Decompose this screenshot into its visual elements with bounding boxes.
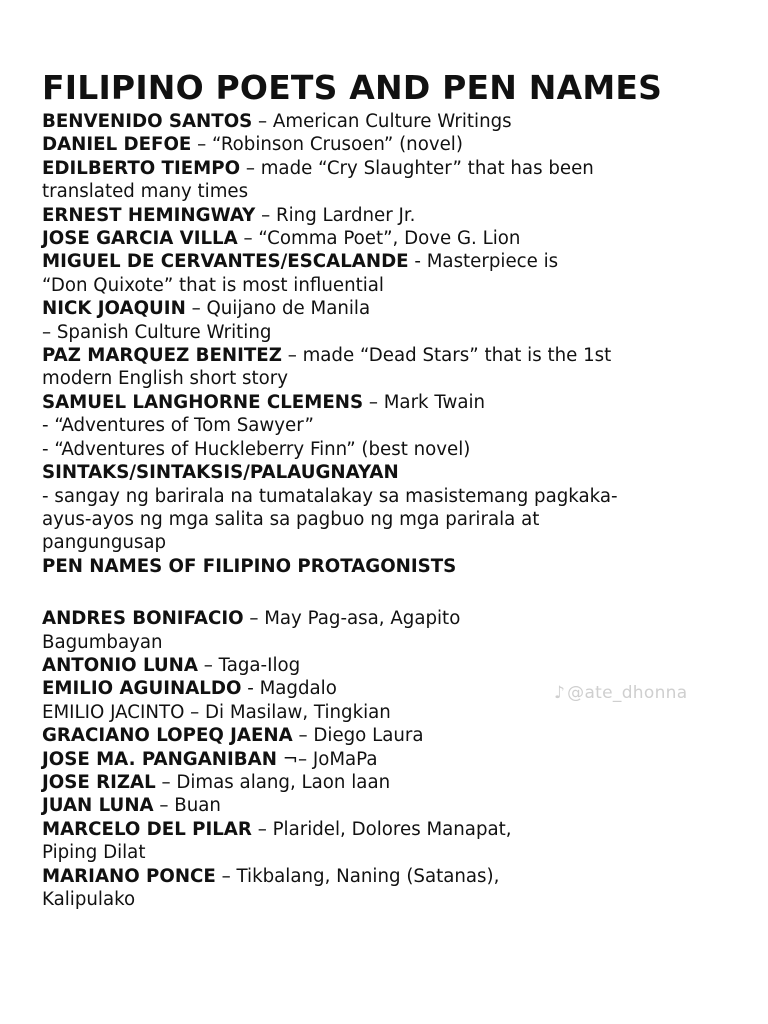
text-line: [42, 865, 742, 888]
entry-text: – Quijano de Manila: [185, 298, 371, 320]
entry-text: Bagumbayan: [42, 631, 163, 653]
entry-name: EMILIO AGUINALDO: [42, 678, 242, 700]
entry-text: – made “Cry Slaughter” that has been: [240, 157, 594, 179]
entry-text: - sangay ng barirala na tumatalakay sa masistemang pagkaka-: [42, 485, 618, 507]
entry-text: - Magdalo: [241, 678, 337, 700]
page-title: FILIPINO POETS AND PEN NAMES: [42, 68, 663, 107]
entry-text: – Plaridel, Dolores Manapat,: [251, 818, 512, 840]
watermark: [554, 683, 687, 703]
entry-name: ANDRES BONIFACIO: [42, 608, 244, 630]
text-line: [42, 607, 742, 630]
text-line: [42, 133, 742, 156]
entry-name: SINTAKS/SINTAKSIS/PALAUGNAYAN: [42, 462, 399, 484]
text-line: [42, 274, 742, 297]
entry-name: PEN NAMES OF FILIPINO PROTAGONISTS: [42, 555, 457, 577]
entry-name: ANTONIO LUNA: [42, 654, 198, 676]
entry-text: – Spanish Culture Writing: [42, 321, 272, 343]
entry-text: “Don Quixote” that is most influential: [42, 274, 384, 296]
entry-text: – May Pag-asa, Agapito: [243, 608, 461, 630]
entry-text: ayus-ayos ng mga salita sa pagbuo ng mga parirala at: [42, 508, 540, 530]
text-line: [42, 531, 742, 554]
entry-text: – “Robinson Crusoen” (novel): [191, 134, 463, 156]
entry-name: JUAN LUNA: [42, 795, 154, 817]
entry-name: MARCELO DEL PILAR: [42, 818, 252, 840]
entry-text: – Ring Lardner Jr.: [255, 204, 416, 226]
entry-list: [42, 110, 742, 911]
entry-name: MIGUEL DE CERVANTES/ESCALANDE: [42, 251, 409, 273]
text-line: [42, 204, 742, 227]
entry-text: – made “Dead Stars” that is the 1st: [281, 345, 612, 367]
entry-text: – Diego Laura: [292, 725, 424, 747]
text-line: [42, 414, 742, 437]
watermark-handle: @ate_dhonna: [567, 683, 688, 703]
entry-name: GRACIANO LOPEQ JAENA: [42, 725, 293, 747]
text-line: [42, 794, 742, 817]
text-line: [42, 555, 742, 578]
entry-name: ERNEST HEMINGWAY: [42, 204, 256, 226]
text-line: [42, 841, 742, 864]
entry-name: MARIANO PONCE: [42, 865, 216, 887]
entry-text: – Mark Twain: [363, 391, 486, 413]
text-line: [42, 654, 742, 677]
entry-text: – Dimas alang, Laon laan: [155, 771, 391, 793]
entry-text: EMILIO JACINTO – Di Masilaw, Tingkian: [42, 701, 391, 723]
entry-name: JOSE GARCIA VILLA: [42, 228, 238, 250]
entry-name: JOSE RIZAL: [42, 771, 156, 793]
text-line: [42, 367, 742, 390]
text-line: [42, 888, 742, 911]
text-line: [42, 438, 742, 461]
entry-text: modern English short story: [42, 368, 288, 390]
entry-name: JOSE MA. PANGANIBAN: [42, 748, 277, 770]
text-line: [42, 701, 742, 724]
entry-text: - “Adventures of Tom Sawyer”: [42, 415, 314, 437]
entry-name: NICK JOAQUIN: [42, 298, 186, 320]
text-line: [42, 391, 742, 414]
text-line: [42, 461, 742, 484]
entry-text: ¬– JoMaPa: [276, 748, 378, 770]
entry-text: – American Culture Writings: [252, 111, 512, 132]
document-page: [42, 66, 742, 911]
entry-text: Kalipulako: [42, 889, 136, 910]
entry-text: – Buan: [153, 795, 221, 817]
text-line: [42, 297, 742, 320]
entry-name: EDILBERTO TIEMPO: [42, 157, 241, 179]
tiktok-icon: ♪: [554, 683, 566, 703]
entry-text: – “Comma Poet”, Dove G. Lion: [237, 228, 521, 250]
text-line: [42, 250, 742, 273]
text-line: [42, 508, 742, 531]
text-line: [42, 321, 742, 344]
text-line: [42, 724, 742, 747]
text-line: [42, 180, 742, 203]
blank-line: [42, 578, 742, 607]
text-line: [42, 631, 742, 654]
entry-name: PAZ MARQUEZ BENITEZ: [42, 345, 282, 367]
text-line: [42, 485, 742, 508]
entry-text: Piping Dilat: [42, 842, 146, 864]
entry-text: translated many times: [42, 181, 249, 203]
text-line: [42, 818, 742, 841]
entry-text: - “Adventures of Huckleberry Finn” (best novel): [42, 438, 471, 460]
text-line: [42, 227, 742, 250]
entry-name: DANIEL DEFOE: [42, 134, 192, 156]
entry-text: – Taga-Ilog: [197, 654, 301, 676]
entry-name: BENVENIDO SANTOS: [42, 111, 253, 132]
entry-name: SAMUEL LANGHORNE CLEMENS: [42, 391, 364, 413]
text-line: [42, 157, 742, 180]
text-line: [42, 344, 742, 367]
text-line: [42, 748, 742, 771]
entry-text: - Masterpiece is: [408, 251, 559, 273]
entry-text: pangungusap: [42, 532, 167, 554]
text-line: [42, 110, 742, 133]
entry-text: – Tikbalang, Naning (Satanas),: [215, 865, 500, 887]
text-line: [42, 771, 742, 794]
